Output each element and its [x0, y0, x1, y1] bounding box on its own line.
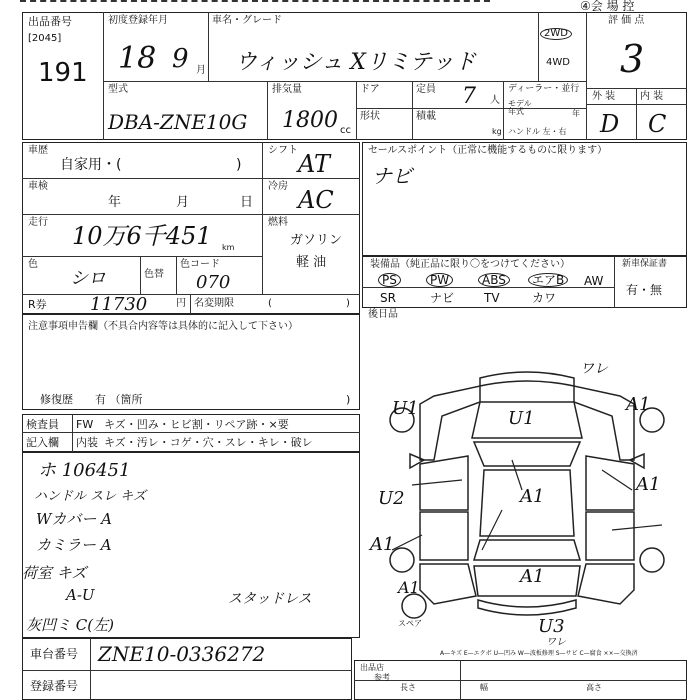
model-name-label: 車名・グレード — [212, 15, 282, 26]
equip-aw: AW — [584, 274, 604, 288]
remark-4: カミラー A — [36, 536, 112, 554]
dealer-label: ディーラー・並行 — [508, 84, 580, 94]
mark-u2: U2 — [378, 488, 405, 509]
load-label: 積載 — [416, 111, 436, 122]
inspection-month: 月 — [176, 195, 190, 210]
color-label: 色 — [28, 259, 38, 270]
damage-legend: A—キズ E—エクボ U—凹み W—波板修理 S—サビ C—腐食 ××—交換済 — [440, 650, 638, 657]
entry-interior: 内装 — [76, 436, 98, 449]
grade-label: 評 価 点 — [608, 15, 645, 26]
grade-value: 3 — [620, 37, 645, 81]
entry-items: キズ・汚レ・コゲ・穴・スレ・キレ・破レ — [104, 436, 313, 449]
model-year-label: モデル年式 — [508, 99, 532, 116]
warranty-value: 有・無 — [626, 283, 663, 297]
mark-a1-roof: A1 — [520, 486, 545, 507]
equip-navi: ナビ — [430, 291, 455, 305]
usage-label: 車歴 — [28, 145, 48, 156]
dim-length: 長さ — [400, 683, 416, 692]
model-name-value: ウィッシュ Xリミテッド — [235, 50, 476, 75]
fuel-gasoline: ガソリン — [290, 233, 343, 248]
sales-point-label: セールスポイント（正常に機能するものに限ります） — [368, 145, 608, 156]
chassis-value: ZNE10-0336272 — [98, 642, 266, 666]
sales-box — [362, 142, 687, 256]
shop-label: 出品店 — [360, 663, 384, 672]
mark-u3: U3 — [538, 616, 565, 637]
recycle-value: 11730 — [90, 294, 148, 315]
drive-2wd: 2WD — [540, 28, 572, 40]
lot-number: 191 — [38, 58, 88, 88]
year-unit: 年 — [572, 109, 580, 118]
shop-ref: 参考 — [374, 673, 390, 682]
remark-1: ホ 106451 — [38, 460, 131, 481]
inspector-label: 検査員 — [26, 418, 59, 431]
expiry-close: ) — [346, 298, 350, 309]
first-reg-label: 初度登録年月 — [108, 15, 168, 26]
equip-abs: ABS — [478, 273, 510, 287]
remark-6: A-U — [66, 586, 95, 604]
first-reg-month: 9 — [172, 44, 189, 74]
equipment-label: 装備品（純正品に限り〇をつけてください） — [370, 259, 570, 270]
mark-a1-leftrear: A1 — [370, 534, 395, 555]
expiry-label: 名変期限 — [194, 298, 234, 309]
capacity-label: 定員 — [416, 84, 436, 95]
lot-label: 出品番号 — [28, 15, 72, 28]
inspection-day: 日 — [240, 195, 254, 210]
ac-value: AC — [298, 186, 334, 214]
remark-2: ハンドル スレ キズ — [34, 489, 147, 504]
sales-point-value: ナビ — [372, 164, 412, 188]
displacement-unit: cc — [340, 125, 351, 136]
equip-leather: カワ — [532, 291, 557, 305]
remark-7: スタッドレス — [228, 591, 312, 607]
mileage-label: 走行 — [28, 217, 48, 228]
recycle-unit: 円 — [176, 298, 186, 309]
first-reg-month-unit: 月 — [196, 65, 206, 76]
capacity-value: 7 — [462, 84, 476, 109]
equip-pw: PW — [426, 273, 453, 287]
inspector-fw: FW — [76, 418, 94, 431]
load-unit: kg — [492, 127, 502, 136]
shape-label: 形状 — [360, 111, 380, 122]
handle-label: ハンドル 左・右 — [508, 127, 567, 136]
type-label: 型式 — [108, 84, 128, 95]
chassis-label: 車台番号 — [30, 647, 79, 661]
remark-5: 荷室 キズ — [22, 564, 87, 582]
capacity-unit: 人 — [490, 95, 500, 106]
color-tone-label: 色替 — [144, 269, 164, 280]
rear-label: 後日品 — [368, 309, 398, 320]
inspector-items: キズ・凹み・ヒビ割・リペア跡・×要 — [104, 418, 289, 431]
mark-crack-top: ワレ — [580, 361, 608, 377]
displacement-value: 1800 — [282, 108, 338, 133]
mark-u1-center: U1 — [508, 408, 535, 429]
drive-4wd: 4WD — [546, 57, 570, 68]
mark-crack-rear: ワレ — [546, 637, 566, 648]
color-code-value: 070 — [196, 272, 231, 293]
remark-8: 灰凹ミ C(左) — [26, 616, 114, 634]
dim-width: 幅 — [480, 683, 488, 692]
warranty-label: 新車保証書 — [622, 259, 668, 269]
int-value: C — [648, 110, 667, 138]
ext-label: 外 装 — [592, 91, 616, 102]
usage-value: 自家用・( — [60, 157, 122, 173]
first-reg-year: 18 — [118, 41, 157, 76]
notes-label: 注意事項申告欄（不具合内容等は具体的に記入して下さい） — [28, 321, 298, 332]
repair-history: 修復歴 有 （箇所 — [40, 393, 143, 406]
header-fragment — [20, 0, 490, 6]
equip-sr: SR — [380, 291, 396, 305]
mark-a1-right: A1 — [626, 394, 651, 415]
int-label: 内 装 — [640, 91, 664, 102]
ac-label: 冷房 — [268, 181, 288, 192]
shift-value: AT — [298, 150, 331, 178]
entry-label: 記入欄 — [26, 436, 59, 449]
door-label: ドア — [360, 84, 380, 95]
expiry-open: ( — [268, 298, 272, 309]
type-value: DBA-ZNE10G — [108, 110, 248, 134]
usage-close: ) — [236, 157, 242, 173]
repair-close: ) — [346, 393, 351, 406]
mark-a1-gate: A1 — [520, 566, 545, 587]
inspection-label: 車検 — [28, 181, 48, 192]
mark-a1-spare: A1 — [398, 578, 420, 597]
mark-a1-rightside: A1 — [636, 474, 661, 495]
recycle-label: R券 — [28, 298, 47, 311]
ext-value: D — [600, 110, 620, 138]
color-code-label: 色コード — [180, 259, 220, 270]
mileage-value: 10万6千451 — [72, 222, 212, 250]
lot-code: [2045] — [28, 33, 62, 44]
equip-ps: PS — [378, 273, 401, 287]
dim-height: 高さ — [586, 683, 602, 692]
inspection-year: 年 — [108, 195, 122, 210]
registration-label: 登録番号 — [30, 679, 79, 693]
spare-label: スペア — [398, 619, 422, 628]
fuel-label: 燃料 — [268, 217, 288, 228]
equip-airbag: エアB — [528, 273, 568, 287]
equip-tv: TV — [484, 291, 500, 305]
mileage-unit: km — [222, 243, 235, 252]
remark-3: Wカバー A — [36, 510, 113, 528]
mark-u1-left: U1 — [392, 398, 419, 419]
displacement-label: 排気量 — [272, 84, 302, 95]
color-value: シロ — [70, 268, 106, 289]
shift-label: シフト — [268, 145, 298, 156]
venue-label: ④会 場 控 — [580, 0, 635, 13]
fuel-diesel: 軽 油 — [296, 255, 327, 270]
